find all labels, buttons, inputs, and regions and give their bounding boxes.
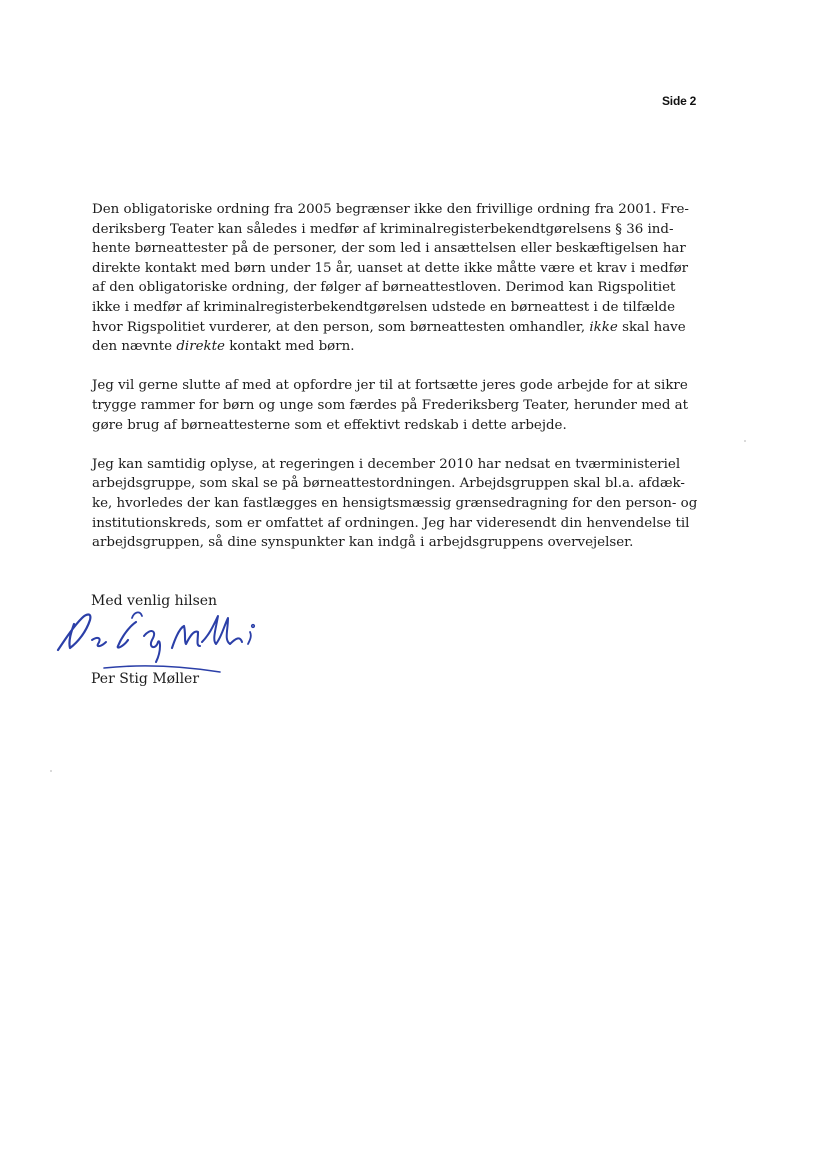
text-line: Jeg kan samtidig oplyse, at regeringen i december 2010 har nedsat en tværministeriel — [92, 456, 681, 472]
text-line: Den obligatoriske ordning fra 2005 begrænser ikke den frivillige ordning fra 2001. Fre- — [92, 202, 689, 217]
text-line: af den obligatoriske ordning, der følger af børneattestloven. Derimod kan Rigspolitiet — [92, 280, 676, 296]
closing-salutation: Med venlig hilsen — [91, 593, 218, 609]
text-line: Jeg vil gerne slutte af med at opfordre jer til at fortsætte jeres gode arbejde for at sikre — [92, 378, 688, 394]
text-line: ikke i medfør af kriminalregisterbekendtgørelsen udstede en børneattest i de tilfælde — [92, 299, 676, 315]
paragraph-2 — [92, 376, 689, 435]
text-line: ke, hvorledes der kan fastlægges en hensigtsmæssig grænsedragning for den person- og — [92, 495, 698, 511]
paragraph-1 — [92, 200, 689, 357]
paragraph-3 — [92, 455, 698, 553]
text-segment: hvor Rigspolitiet vurderer, at den person, som børneattesten omhandler, — [92, 319, 590, 335]
text-line: arbejdsgruppe, som skal se på børneattestordningen. Arbejdsgruppen skal bl.a. afdæk- — [92, 476, 685, 492]
signer-name: Per Stig Møller — [91, 671, 200, 687]
text-line: trygge rammer for børn og unge som færdes på Frederiksberg Teater, herunder med at — [92, 397, 689, 413]
emphasis-ikke: ikke — [589, 319, 618, 335]
text-line: institutionskreds, som er omfattet af ordningen. Jeg har videresendt din henvendelse til — [92, 515, 690, 531]
letter-body — [92, 200, 698, 553]
text-segment: den nævnte — [92, 339, 177, 355]
scan-speck — [50, 770, 52, 772]
page-number: Side 2 — [662, 94, 697, 108]
text-line: gøre brug af børneattesterne som et effektivt redskab i dette arbejde. — [92, 417, 567, 433]
text-line: direkte kontakt med børn under 15 år, uanset at dette ikke måtte være et krav i medfør — [92, 260, 689, 276]
text-line: arbejdsgruppen, så dine synspunkter kan indgå i arbejdsgruppens overvejelser. — [92, 535, 634, 551]
text-segment: kontakt med børn. — [224, 339, 355, 355]
text-line: hente børneattester på de personer, der som led i ansættelsen eller beskæftigelsen har — [92, 241, 686, 257]
text-line: deriksberg Teater kan således i medfør af kriminalregisterbekendtgørelsens § 36 ind- — [92, 221, 674, 237]
scan-speck — [744, 440, 746, 442]
emphasis-direkte: direkte — [176, 339, 225, 355]
text-line — [92, 337, 672, 357]
text-segment: skal have — [617, 319, 686, 335]
paragraph-spacer — [92, 357, 672, 377]
paragraph-spacer — [92, 435, 672, 455]
text-line — [92, 318, 686, 338]
